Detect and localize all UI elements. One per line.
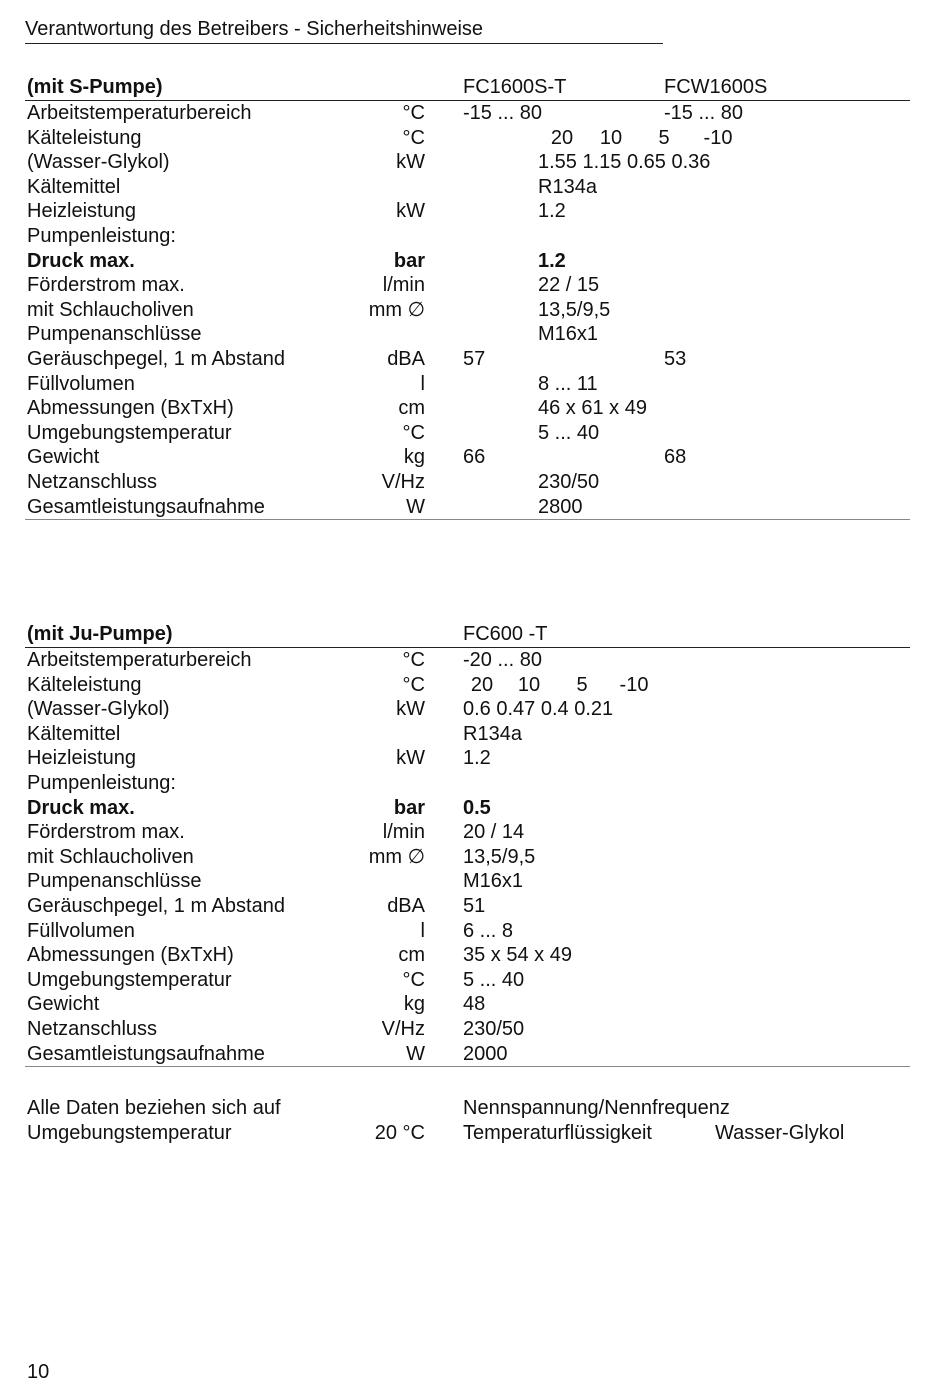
row-unit: kW: [396, 200, 425, 223]
row-label: Umgebungstemperatur: [27, 968, 232, 991]
row-label: (Wasser-Glykol): [27, 151, 170, 174]
value-model-a: 48: [463, 993, 486, 1016]
value-model-a: 2000: [463, 1042, 508, 1065]
value-model-a: 20 / 14: [463, 821, 525, 844]
table-row: [25, 322, 910, 347]
row-label: Kälteleistung: [27, 126, 142, 149]
value-model-b: 68: [664, 446, 687, 469]
row-unit: °C: [402, 649, 425, 671]
value-shared: M16x1: [538, 323, 599, 346]
value-shared: 2800: [538, 495, 583, 518]
temperature-point: 10: [517, 673, 541, 696]
footnote-text: Alle Daten beziehen sich auf: [27, 1097, 281, 1119]
row-unit: °C: [402, 673, 425, 696]
row-unit: bar: [393, 249, 425, 272]
table-row: [25, 771, 910, 796]
table-row: [25, 722, 910, 747]
temperature-points: [538, 126, 744, 151]
row-label: Umgebungstemperatur: [27, 421, 232, 444]
table-row: [25, 347, 910, 372]
table-header: [25, 621, 910, 648]
value-model-a: -15 ... 80: [463, 102, 542, 124]
table-row: [25, 943, 910, 968]
value-shared: 230/50: [538, 470, 600, 493]
value-shared: 22 / 15: [538, 274, 600, 297]
temperature-point: 20: [550, 126, 574, 149]
row-unit: dBA: [387, 347, 425, 370]
row-unit: V/Hz: [381, 470, 425, 493]
value-model-a: R134a: [463, 722, 522, 745]
table-row: [25, 968, 910, 993]
row-unit: bar: [393, 796, 425, 819]
value-model-a: 13,5/9,5: [463, 845, 536, 868]
row-unit: cm: [398, 944, 425, 967]
value-model-a: 57: [463, 347, 486, 370]
table-row: [25, 697, 910, 722]
table-row: [25, 1017, 910, 1042]
row-label: Kältemittel: [27, 722, 121, 745]
row-label: Arbeitstemperaturbereich: [27, 649, 252, 671]
row-label: Netzanschluss: [27, 470, 158, 493]
temperature-point: -10: [703, 126, 733, 149]
table-row: [25, 298, 910, 323]
table-row: [25, 869, 910, 894]
footnote-value: Nennspannung/Nennfrequenz: [463, 1097, 730, 1119]
value-model-a: 66: [463, 446, 486, 469]
row-label: Kälteleistung: [27, 673, 142, 696]
row-unit: cm: [398, 397, 425, 420]
table-row: [25, 396, 910, 421]
row-unit: kW: [396, 698, 425, 721]
value-model-a: 51: [463, 894, 486, 917]
row-label: Förderstrom max.: [27, 821, 185, 844]
model-a-label: FC600 -T: [463, 623, 548, 645]
table-row: [25, 421, 910, 446]
value-shared: 46 x 61 x 49: [538, 397, 647, 420]
row-unit: l/min: [382, 821, 425, 844]
table-row: [25, 273, 910, 298]
row-label: mit Schlaucholiven: [27, 298, 194, 321]
value-model-b: 53: [664, 347, 687, 370]
table-row: [25, 372, 910, 397]
value-model-a: 6 ... 8: [463, 919, 514, 942]
row-unit: dBA: [387, 894, 425, 917]
row-unit: °C: [402, 126, 425, 149]
table-bottom-rule: [25, 1066, 910, 1070]
row-label: Kältemittel: [27, 175, 121, 198]
row-label: Abmessungen (BxTxH): [27, 944, 234, 967]
row-label: Pumpenleistung:: [27, 224, 176, 247]
row-label: Förderstrom max.: [27, 274, 185, 297]
row-unit: mm ∅: [368, 298, 425, 321]
value-shared: 1.2: [538, 249, 566, 272]
temperature-point: 20: [470, 673, 494, 696]
table-row: [25, 175, 910, 200]
table-row: [25, 445, 910, 470]
temperature-point: 10: [599, 126, 623, 149]
row-unit: mm ∅: [368, 845, 425, 868]
table-row: [25, 648, 910, 673]
table-row: [25, 224, 910, 249]
temperature-point: -10: [619, 673, 649, 696]
value-model-a: 230/50: [463, 1017, 525, 1040]
footnote-value-far: Wasser-Glykol: [715, 1121, 845, 1144]
table-header: [25, 74, 910, 101]
row-label: Füllvolumen: [27, 372, 135, 395]
value-shared: 5 ... 40: [538, 421, 600, 444]
table-row: [25, 796, 910, 821]
value-shared: 13,5/9,5: [538, 298, 611, 321]
page-number: 10: [27, 1361, 50, 1383]
row-unit: l/min: [382, 274, 425, 297]
table-row: [25, 249, 910, 274]
row-label: Gewicht: [27, 446, 100, 469]
table-row: [25, 992, 910, 1017]
value-shared: 1.2: [538, 200, 566, 223]
table-row: [25, 820, 910, 845]
footnote-unit: 20 °C: [374, 1121, 425, 1144]
table-row: [25, 845, 910, 870]
table-row: [25, 1042, 910, 1067]
value-shared: 1.55 1.15 0.65 0.36: [538, 151, 711, 174]
row-label: Druck max.: [27, 796, 135, 819]
temperature-points: [463, 673, 661, 698]
row-unit: kW: [396, 151, 425, 174]
footnote-value: Temperaturflüssigkeit: [463, 1121, 652, 1144]
value-shared: 8 ... 11: [538, 372, 598, 395]
row-unit: kW: [396, 747, 425, 770]
row-unit: W: [406, 495, 425, 518]
footnote-text: Umgebungstemperatur: [27, 1121, 232, 1144]
table-row: [25, 126, 910, 151]
value-model-a: -20 ... 80: [463, 649, 542, 671]
row-label: Pumpenleistung:: [27, 771, 176, 794]
table-row: [25, 470, 910, 495]
row-unit: V/Hz: [381, 1017, 425, 1040]
page-header-title: Verantwortung des Betreibers - Sicherheitshinweise: [25, 18, 484, 40]
row-label: Gesamtleistungsaufnahme: [27, 1042, 265, 1065]
row-label: Gewicht: [27, 993, 100, 1016]
row-unit: l: [420, 372, 425, 395]
model-b-label: FCW1600S: [664, 76, 768, 98]
table-row: [25, 894, 910, 919]
row-label: Heizleistung: [27, 747, 136, 770]
row-unit: °C: [402, 968, 425, 991]
spec-table-s-pump: [25, 74, 910, 523]
value-shared: R134a: [538, 175, 597, 198]
value-model-a: 5 ... 40: [463, 968, 525, 991]
table-row: [25, 101, 910, 126]
value-model-a: 35 x 54 x 49: [463, 944, 572, 967]
value-model-a: 0.5: [463, 796, 491, 819]
row-label: Füllvolumen: [27, 919, 135, 942]
spec-table-ju-pump: [25, 621, 910, 1070]
row-unit: °C: [402, 102, 425, 124]
table-heading: (mit Ju-Pumpe): [27, 623, 173, 645]
page-header: [25, 16, 663, 44]
row-label: Druck max.: [27, 249, 135, 272]
table-heading: (mit S-Pumpe): [27, 76, 163, 98]
model-a-label: FC1600S-T: [463, 76, 567, 98]
row-label: Gesamtleistungsaufnahme: [27, 495, 265, 518]
row-label: mit Schlaucholiven: [27, 845, 194, 868]
row-label: Geräuschpegel, 1 m Abstand: [27, 347, 285, 370]
row-unit: l: [420, 919, 425, 942]
row-label: Pumpenanschlüsse: [27, 323, 202, 346]
row-label: Heizleistung: [27, 200, 136, 223]
footnote-line-1: [25, 1096, 910, 1121]
row-unit: kg: [403, 993, 425, 1016]
table-row: [25, 919, 910, 944]
table-row: [25, 746, 910, 771]
value-model-a: M16x1: [463, 870, 524, 893]
row-unit: W: [406, 1042, 425, 1065]
footnote-line-2: [25, 1121, 910, 1146]
row-label: Geräuschpegel, 1 m Abstand: [27, 894, 285, 917]
row-label: Abmessungen (BxTxH): [27, 397, 234, 420]
row-unit: kg: [403, 446, 425, 469]
row-label: (Wasser-Glykol): [27, 698, 170, 721]
table-row: [25, 673, 910, 698]
table-row: [25, 199, 910, 224]
value-model-a: 1.2: [463, 747, 491, 770]
table-bottom-rule: [25, 519, 910, 523]
table-row: [25, 495, 910, 520]
footnote: [25, 1096, 910, 1145]
row-label: Arbeitstemperaturbereich: [27, 102, 252, 124]
table-body: [25, 101, 910, 519]
temperature-point: 5: [658, 126, 670, 149]
temperature-point: 5: [576, 673, 588, 696]
value-model-b: -15 ... 80: [664, 102, 743, 124]
value-model-a: 0.6 0.47 0.4 0.21: [463, 698, 614, 721]
row-label: Netzanschluss: [27, 1017, 158, 1040]
row-label: Pumpenanschlüsse: [27, 870, 202, 893]
row-unit: °C: [402, 421, 425, 444]
table-body: [25, 648, 910, 1066]
table-row: [25, 150, 910, 175]
